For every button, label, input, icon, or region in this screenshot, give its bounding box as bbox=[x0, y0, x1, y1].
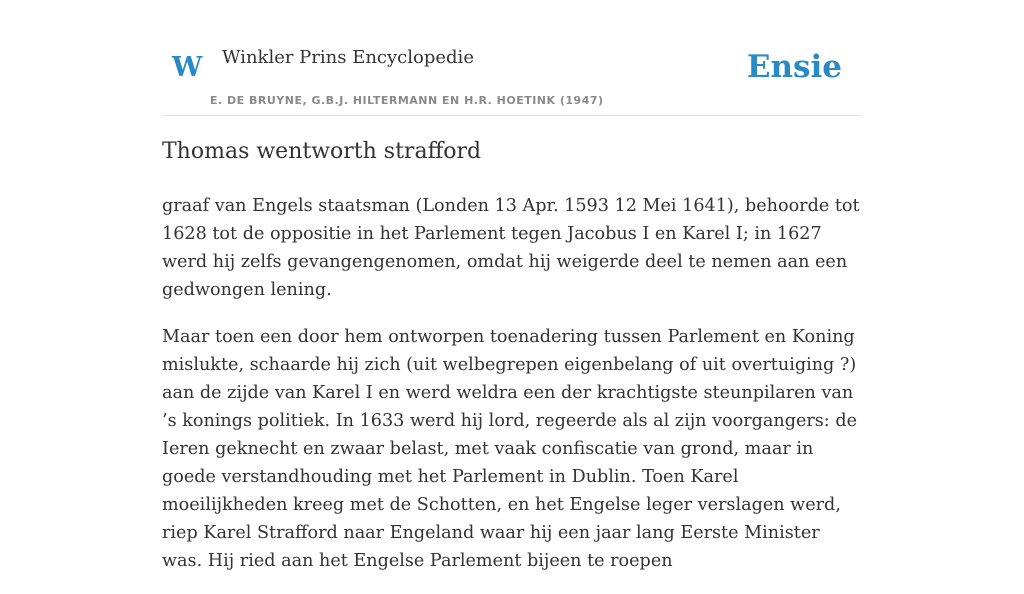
header bbox=[162, 40, 862, 116]
winkler-prins-logo[interactable]: W bbox=[172, 52, 203, 83]
article-title: Thomas wentworth strafford bbox=[162, 139, 482, 164]
publication-title[interactable]: Winkler Prins Encyclopedie bbox=[222, 47, 474, 68]
article-body bbox=[162, 192, 862, 594]
article-paragraph: Maar toen een door hem ontworpen toenadering tussen Parlement en Koning mislukte, schaarde hij zich (uit welbegrepen eigenbelang of uit overtuiging ?) aan de zijde van Karel I en werd weldra een der krachtigste steunpilaren van ’s konings politiek. In 1633 werd hij lord, regeerde als al zijn voorgangers: de Ieren geknecht en zwaar belast, met vaak confiscatie van grond, maar in goede verstandhouding met het Parlement in Dublin. Toen Karel moeilijkheden kreeg met de Schotten, en het Engelse leger verslagen werd, riep Karel Strafford naar Engeland waar hij een jaar lang Eerste Minister was. Hij ried aan het Engelse Parlement bijeen te roepen bbox=[162, 327, 857, 571]
article-paragraph: graaf van Engels staatsman (Londen 13 Apr. 1593 12 Mei 1641), behoorde tot 1628 tot de oppositie in het Parlement tegen Jacobus I en Karel I; in 1627 werd hij zelfs gevangengenomen, omdat hij weigerde deel te nemen aan een gedwongen lening. bbox=[162, 196, 860, 300]
ensie-logo[interactable]: Ensie bbox=[746, 49, 842, 85]
publication-authors: E. DE BRUYNE, G.B.J. HILTERMANN EN H.R. HOETINK (1947) bbox=[210, 94, 604, 107]
